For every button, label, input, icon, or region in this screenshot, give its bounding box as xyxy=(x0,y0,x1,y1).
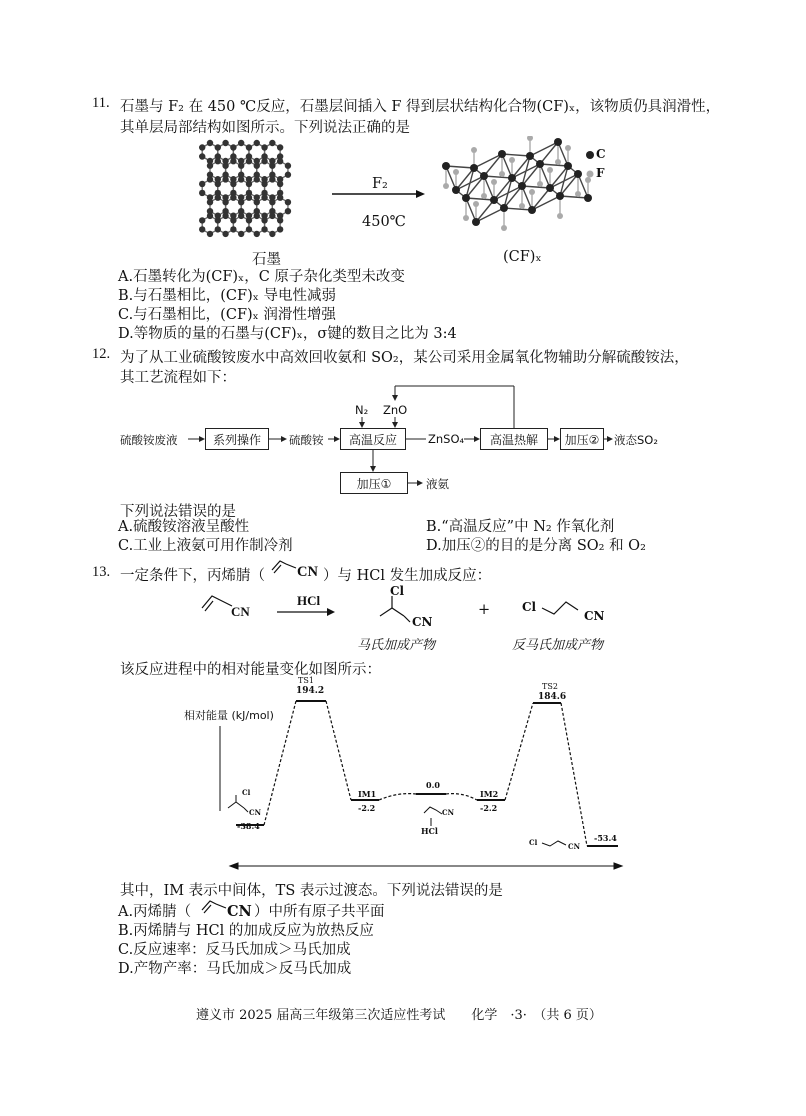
left-product-cl: Cl xyxy=(242,788,251,797)
option-a-acrylonitrile-icon xyxy=(200,898,228,918)
start-hcl: HCl xyxy=(421,826,438,836)
label-anti-markovnikov: 反马氏加成产物 xyxy=(512,638,604,653)
reagent-f2: F₂ xyxy=(372,176,388,192)
flow-liquid-so2: 液态SO₂ xyxy=(614,433,658,447)
q12-stem-line2: 其工艺流程如下： xyxy=(120,370,236,386)
anti-markovnikov-cn: CN xyxy=(584,609,605,623)
q13-stem-part2: ）与 HCl 发生加成反应： xyxy=(323,568,492,584)
q12-option-a[interactable]: A.硫酸铵溶液呈酸性 xyxy=(118,519,250,535)
right-product-cl: Cl xyxy=(529,838,538,847)
q11-stem-line2: 其单层局部结构如图所示。下列说法正确的是 xyxy=(120,120,410,136)
q13-option-d[interactable]: D.产物产率：马氏加成＞反马氏加成 xyxy=(118,961,352,977)
ts1-value: 194.2 xyxy=(296,686,325,696)
q12-option-d[interactable]: D.加压②的目的是分离 SO₂ 和 O₂ xyxy=(426,538,646,554)
ts2-label: TS2 xyxy=(542,682,558,691)
q13-number: 13. xyxy=(92,564,111,580)
q11-stem-line1: 石墨与 F₂ 在 450 ℃反应，石墨层间插入 F 得到层状结构化合物(CF)ₓ，该物质仍具润滑性， xyxy=(120,99,721,115)
q11-number: 11. xyxy=(92,95,110,111)
q11-option-c[interactable]: C.与石墨相比，(CF)ₓ 润滑性增强 xyxy=(118,307,336,323)
q13-stem-part1: 一定条件下，丙烯腈（ xyxy=(120,568,265,584)
graphite-label: 石墨 xyxy=(252,252,281,268)
flow-box-high-temp-reaction: 高温反应 xyxy=(340,428,406,450)
flow-start: 硫酸铵废液 xyxy=(120,433,178,447)
flow-ammonium-sulfate: 硫酸铵 xyxy=(289,433,324,447)
q13-stem-line2: 该反应进程中的相对能量变化如图所示： xyxy=(120,662,381,678)
flow-box-pressurize-1: 加压① xyxy=(340,472,408,494)
q12-option-c[interactable]: C.工业上液氨可用作制冷剂 xyxy=(118,538,293,554)
legend-markers xyxy=(584,148,596,184)
q13-option-c[interactable]: C.反应速率：反马氏加成＞马氏加成 xyxy=(118,942,351,958)
q13-stem-line3: 其中，IM 表示中间体，TS 表示过渡态。下列说法错误的是 xyxy=(120,883,503,899)
legend-c: C xyxy=(596,147,606,161)
flow-n2: N₂ xyxy=(355,403,369,417)
q13-option-b[interactable]: B.丙烯腈与 HCl 的加成反应为放热反应 xyxy=(118,923,374,939)
q12-option-b[interactable]: B.“高温反应”中 N₂ 作氧化剂 xyxy=(426,519,615,535)
im1-value: -2.2 xyxy=(358,803,376,813)
q12-number: 12. xyxy=(92,346,111,362)
start-cn: CN xyxy=(442,808,454,817)
left-product-cn: CN xyxy=(249,808,261,817)
flow-box-series-operation: 系列操作 xyxy=(205,428,269,450)
option-a-cn: CN xyxy=(227,903,252,920)
q13-cn-text: CN xyxy=(297,564,318,580)
graphite-structure-figure xyxy=(196,138,326,250)
im2-label: IM2 xyxy=(480,789,499,799)
flow-box-high-temp-pyrolysis: 高温热解 xyxy=(480,428,548,450)
flow-box-pressurize-2: 加压② xyxy=(560,428,604,450)
right-product-cn: CN xyxy=(568,842,580,851)
anti-markovnikov-cl: Cl xyxy=(522,600,537,614)
flow-liquid-ammonia: 液氨 xyxy=(426,477,449,491)
im2-value: -2.2 xyxy=(480,803,498,813)
start-value: 0.0 xyxy=(426,780,440,790)
ts2-value: 184.6 xyxy=(538,692,567,702)
label-markovnikov: 马氏加成产物 xyxy=(357,638,436,653)
reagent-hcl: HCl xyxy=(297,593,321,608)
left-value: -38.4 xyxy=(237,821,260,831)
q11-option-b[interactable]: B.与石墨相比，(CF)ₓ 导电性减弱 xyxy=(118,288,336,304)
legend-f: F xyxy=(596,166,605,180)
right-value: -53.4 xyxy=(594,833,617,843)
flow-znso4: ZnSO₄ xyxy=(428,432,465,446)
q13-option-a-part2[interactable]: ）中所有原子共平面 xyxy=(254,904,385,920)
reactant-cn: CN xyxy=(231,604,250,619)
q12-stem-line1: 为了从工业硫酸铵废水中高效回收氨和 SO₂，某公司采用金属氧化物辅助分解硫酸铵法， xyxy=(120,350,689,366)
cf-label: (CF)ₓ xyxy=(503,249,542,265)
q11-option-d[interactable]: D.等物质的量的石墨与(CF)ₓ，σ键的数目之比为 3:4 xyxy=(118,326,457,342)
anti-markovnikov-product-icon xyxy=(540,596,590,622)
reaction-arrow xyxy=(330,188,426,200)
q11-option-a[interactable]: A.石墨转化为(CF)ₓ，C 原子杂化类型未改变 xyxy=(118,269,405,285)
markovnikov-cl: Cl xyxy=(390,584,405,598)
plus-sign: + xyxy=(478,602,491,618)
q13-option-a-part1[interactable]: A.丙烯腈（ xyxy=(118,904,192,920)
equation-arrow xyxy=(275,607,337,617)
markovnikov-cn: CN xyxy=(412,615,433,629)
page-footer: 遵义市 2025 届高三年级第三次适应性考试 化学 ·3· （共 6 页） xyxy=(196,1008,602,1023)
q12-prompt: 下列说法错误的是 xyxy=(120,504,236,520)
acrylonitrile-skeletal-icon xyxy=(270,558,298,578)
ts1-label: TS1 xyxy=(298,676,314,685)
energy-axis-label: 相对能量 (kJ/mol) xyxy=(184,709,274,722)
reaction-temperature: 450℃ xyxy=(362,214,406,230)
flow-zno: ZnO xyxy=(383,403,408,417)
im1-label: IM1 xyxy=(358,789,377,799)
